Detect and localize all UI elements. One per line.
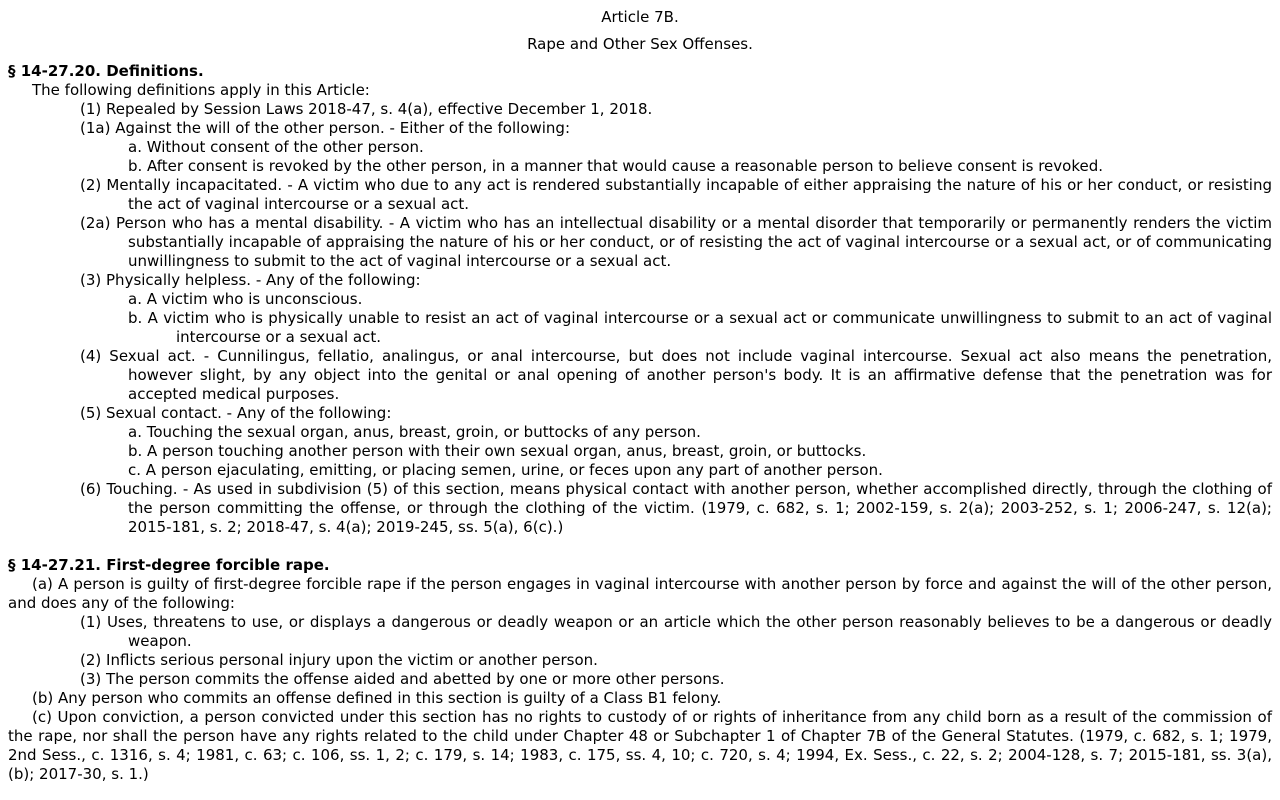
article-title: Article 7B.	[601, 8, 679, 26]
definition-3-b: b. A victim who is physically unable to resist an act of vaginal intercourse or a sexual act or communicate unwillingness to submit to an act of vaginal intercourse or a sexual act.	[128, 309, 1272, 346]
definition-6: (6) Touching. - As used in subdivision (5) of this section, means physical contact with another person, whether accomplished directly, through the clothing of the person committing the offense, or through the clothing of the victim. (1979, c. 682, s. 1; 2002-159, s. 2(a); 2003-252, s. 1; 2006-247, s. 12(a); 2015-181, s. 2; 2018-47, s. 4(a); 2019-245, ss. 5(a), 6(c).)	[80, 480, 1272, 536]
definition-5-a: a. Touching the sexual organ, anus, breast, groin, or buttocks of any person.	[128, 423, 701, 441]
definition-1: (1) Repealed by Session Laws 2018-47, s. 4(a), effective December 1, 2018.	[80, 100, 653, 118]
definition-2a: (2a) Person who has a mental disability. - A victim who has an intellectual disability or a mental disorder that temporarily or permanently renders the victim substantially incapable of appraising the nature of his or her conduct, or of resisting the act of vaginal intercourse or a sexual act, or of communicating unwillingness to submit to the act of vaginal intercourse or a sexual act.	[80, 214, 1272, 270]
definition-1a: (1a) Against the will of the other person. - Either of the following:	[80, 119, 571, 137]
definition-4: (4) Sexual act. - Cunnilingus, fellatio, analingus, or anal intercourse, but does not include vaginal intercourse. Sexual act also means the penetration, however slight, by any object into the genital or anal opening of another person's body. It is an affirmative defense that the penetration was for accepted medical purposes.	[80, 347, 1272, 403]
definition-1a-a: a. Without consent of the other person.	[128, 138, 424, 156]
definition-3-a: a. A victim who is unconscious.	[128, 290, 363, 308]
definition-5-c: c. A person ejaculating, emitting, or placing semen, urine, or feces upon any part of another person.	[128, 461, 883, 479]
section-heading-14-27-20: § 14-27.20. Definitions.	[8, 62, 204, 80]
definition-5-b: b. A person touching another person with their own sexual organ, anus, breast, groin, or buttocks.	[128, 442, 867, 460]
section-heading-14-27-21: § 14-27.21. First-degree forcible rape.	[8, 556, 330, 574]
definition-5: (5) Sexual contact. - Any of the following:	[80, 404, 392, 422]
definition-3: (3) Physically helpless. - Any of the following:	[80, 271, 421, 289]
definitions-intro: The following definitions apply in this Article:	[32, 81, 370, 99]
subsection-a-1: (1) Uses, threatens to use, or displays a dangerous or deadly weapon or an article which the other person reasonably believes to be a dangerous or deadly weapon.	[80, 613, 1272, 650]
article-subtitle: Rape and Other Sex Offenses.	[527, 35, 753, 53]
subsection-a-2: (2) Inflicts serious personal injury upon the victim or another person.	[80, 651, 598, 669]
subsection-a: (a) A person is guilty of first-degree forcible rape if the person engages in vaginal intercourse with another person by force and against the will of the other person, and does any of the following:	[8, 575, 1272, 612]
subsection-a-3: (3) The person commits the offense aided and abetted by one or more other persons.	[80, 670, 725, 688]
subsection-c: (c) Upon conviction, a person convicted under this section has no rights to custody of or rights of inheritance from any child born as a result of the commission of the rape, nor shall the person have any rights related to the child under Chapter 48 or Subchapter 1 of Chapter 7B of the General Statutes. (1979, c. 682, s. 1; 1979, 2nd Sess., c. 1316, s. 4; 1981, c. 63; c. 106, ss. 1, 2; c. 179, s. 14; 1983, c. 175, ss. 4, 10; c. 720, s. 4; 1994, Ex. Sess., c. 22, s. 2; 2004-128, s. 7; 2015-181, ss. 3(a), (b); 2017-30, s. 1.)	[8, 708, 1272, 783]
subsection-b: (b) Any person who commits an offense defined in this section is guilty of a Class B1 felony.	[32, 689, 722, 707]
definition-2: (2) Mentally incapacitated. - A victim who due to any act is rendered substantially incapable of either appraising the nature of his or her conduct, or resisting the act of vaginal intercourse or a sexual act.	[80, 176, 1272, 213]
definition-1a-b: b. After consent is revoked by the other person, in a manner that would cause a reasonable person to believe consent is revoked.	[128, 157, 1103, 175]
